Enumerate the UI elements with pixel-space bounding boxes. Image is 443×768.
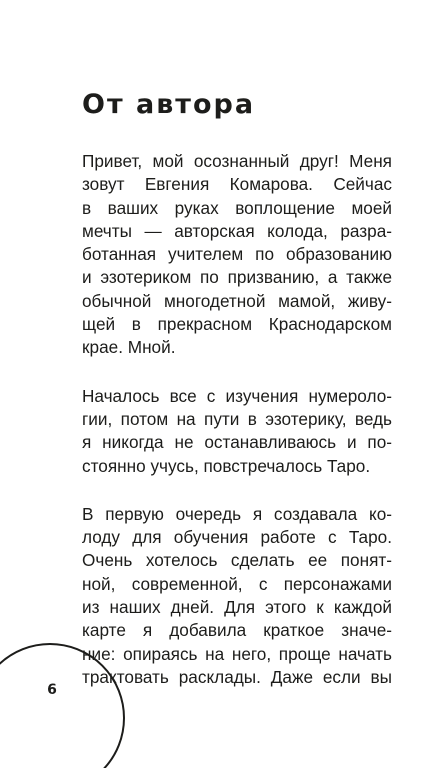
text-line: крае. Мной. bbox=[82, 337, 176, 358]
text-line: В первую очередь я создавала ко- bbox=[82, 503, 392, 524]
text-line: Очень хотелось сделать ее понят- bbox=[82, 550, 392, 571]
text-line: ние: опираясь на него, проще начать bbox=[82, 643, 392, 664]
text-line: ботанная учителем по образованию bbox=[82, 244, 392, 265]
body-text bbox=[82, 150, 392, 714]
chapter-heading: От автора bbox=[82, 89, 256, 120]
text-line: трактовать расклады. Даже если вы bbox=[82, 666, 392, 687]
paragraph-1 bbox=[82, 150, 392, 360]
page-number: 6 bbox=[47, 682, 57, 698]
text-line: гии, потом на пути в эзотерику, ведь bbox=[82, 408, 392, 429]
text-line: я никогда не останавливаюсь и по- bbox=[82, 432, 392, 453]
text-line: ной, современной, с персонажами bbox=[82, 573, 392, 594]
text-line: лоду для обучения работе с Таро. bbox=[82, 527, 392, 548]
paragraph-2 bbox=[82, 385, 392, 478]
text-line: Началось все с изучения нумероло- bbox=[82, 385, 392, 406]
text-line: обычной многодетной мамой, живу- bbox=[82, 290, 392, 311]
text-line: Привет, мой осознанный друг! Меня bbox=[82, 151, 392, 171]
paragraph-3 bbox=[82, 503, 392, 689]
text-line: карте я добавила краткое значе- bbox=[82, 620, 392, 641]
text-line: и эзотериком по призванию, а также bbox=[82, 267, 392, 288]
text-line: из наших дней. Для этого к каждой bbox=[82, 597, 392, 618]
text-line: зовут Евгения Комарова. Сейчас bbox=[82, 174, 392, 195]
text-line: мечты — авторская колода, разра- bbox=[82, 220, 392, 241]
text-line: в ваших руках воплощение моей bbox=[82, 197, 392, 218]
text-line: щей в прекрасном Краснодарском bbox=[82, 314, 392, 335]
text-line: стоянно учусь, повстречалось Таро. bbox=[82, 455, 371, 476]
